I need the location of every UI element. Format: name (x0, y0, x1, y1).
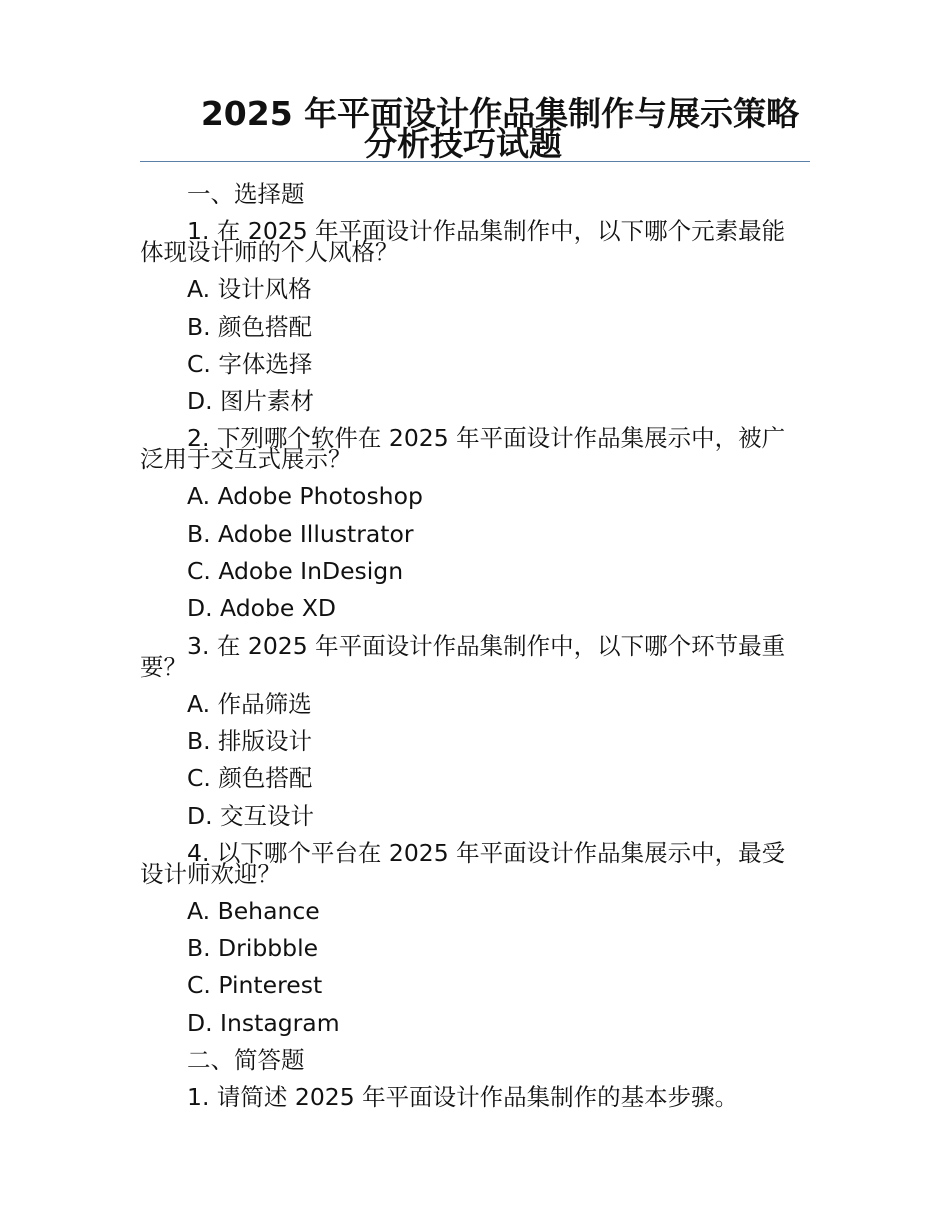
question-text-line: 1. 在 2025 年平面设计作品集制作中，以下哪个元素最能 (187, 217, 786, 246)
title-underline (140, 161, 810, 162)
option-b: B. 排版设计 (187, 726, 313, 755)
question-1 (140, 213, 810, 267)
option-a: A. Adobe Photoshop (187, 482, 423, 511)
page-title (140, 94, 810, 163)
option-a: A. 设计风格 (187, 275, 312, 304)
option-c: C. Pinterest (187, 971, 323, 1000)
question-text-line: 设计师欢迎？ (140, 859, 281, 888)
option-b: B. 颜色搭配 (187, 312, 313, 341)
question-text-line: 2. 下列哪个软件在 2025 年平面设计作品集展示中，被广 (187, 424, 786, 453)
option-a: A. Behance (187, 896, 320, 925)
option-c: C. 颜色搭配 (187, 764, 313, 793)
option-b: B. Adobe Illustrator (187, 519, 414, 548)
question-text-line: 4. 以下哪个平台在 2025 年平面设计作品集展示中，最受 (187, 838, 786, 867)
question-text-line: 3. 在 2025 年平面设计作品集制作中，以下哪个环节最重 (187, 631, 786, 660)
question-4 (140, 835, 810, 888)
question-3 (140, 628, 810, 681)
section-heading-short-answer: 二、简答题 (187, 1046, 305, 1075)
option-d: D. Instagram (187, 1008, 340, 1037)
short-answer-question-1: 1. 请简述 2025 年平面设计作品集制作的基本步骤。 (187, 1083, 739, 1112)
question-text-line: 泛用于交互式展示？ (140, 445, 352, 474)
option-b: B. Dribbble (187, 934, 319, 963)
option-d: D. 图片素材 (187, 387, 315, 416)
question-text-line: 要？ (140, 652, 187, 681)
option-d: D. Adobe XD (187, 594, 337, 623)
question-2 (140, 420, 810, 474)
option-c: C. 字体选择 (187, 349, 313, 378)
question-text-line: 体现设计师的个人风格？ (140, 238, 399, 267)
document-body (140, 176, 810, 1117)
option-c: C. Adobe InDesign (187, 557, 404, 586)
option-a: A. 作品筛选 (187, 689, 312, 718)
title-line-2: 分析技巧试题 (364, 124, 562, 163)
option-d: D. 交互设计 (187, 801, 315, 830)
section-heading-choice: 一、选择题 (187, 180, 305, 208)
title-line-1: 2025 年平面设计作品集制作与展示策略 (200, 94, 800, 133)
